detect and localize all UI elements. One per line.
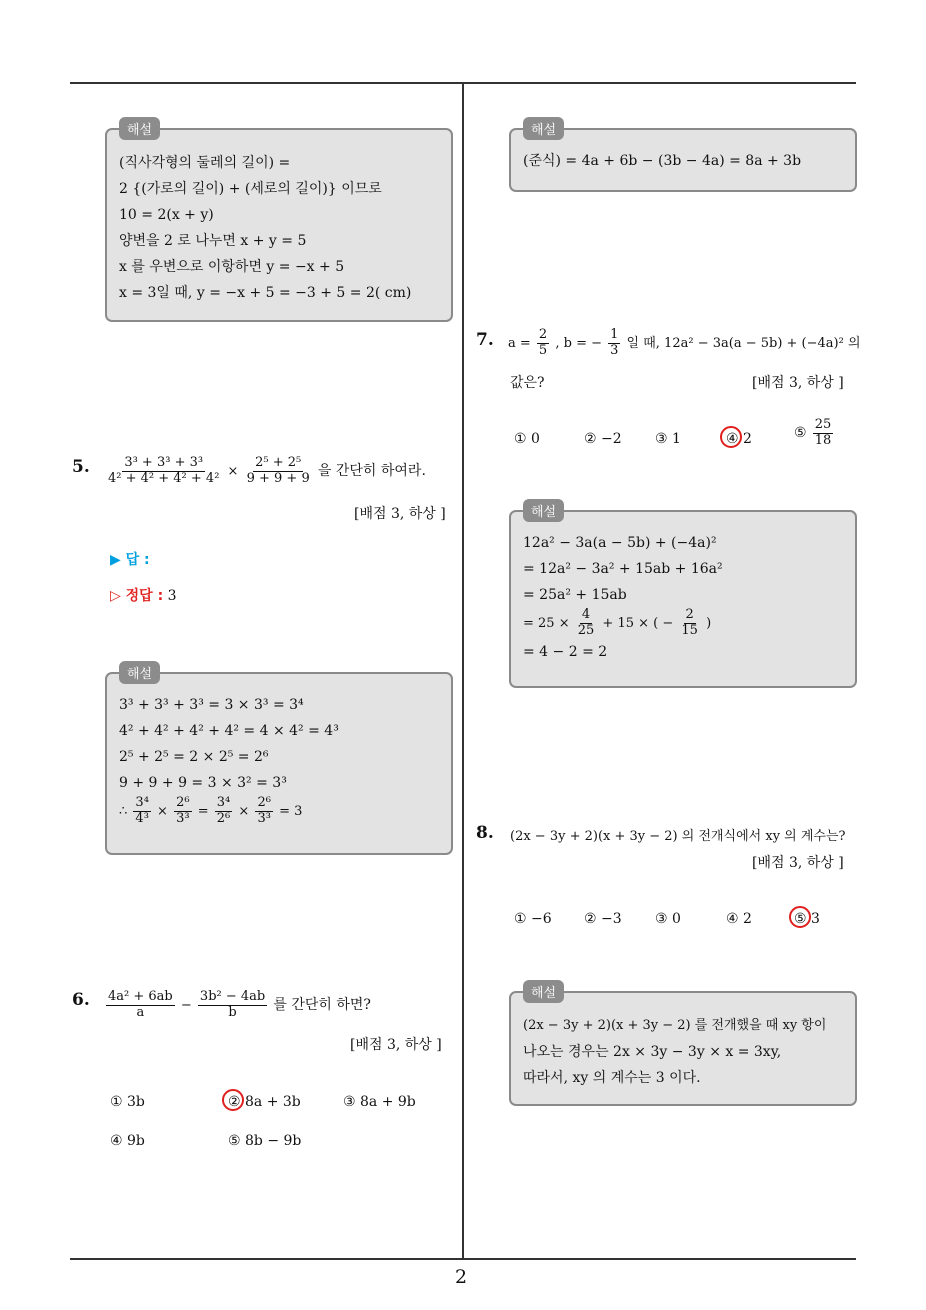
question-number-7: 7. [476, 330, 494, 350]
question-5-body: $\frac{\text{3³ + 3³ + 3³}}{\text{4² + 4² + 4² + 4²}}$ × $\frac{\text{2⁵ + 2⁵}}{9 + 9 + 9}$ 을 간단히 하여라. [108, 455, 426, 486]
solution-line: 4² + 4² + 4² + 4² = 4 × 4² = 4³ [119, 723, 339, 739]
q7-option-5[interactable]: ⑤ $\frac{25}{18}$ [794, 417, 832, 448]
solution-tab: 해설 [523, 117, 564, 140]
selected-answer-circle [789, 906, 811, 928]
solution-tab: 해설 [119, 117, 160, 140]
solution-box-q6 [509, 123, 857, 192]
q8-option-3[interactable]: ③ 0 [655, 911, 681, 927]
column-divider [462, 84, 464, 1260]
solution-line: 따라서, xy 의 계수는 3 이다. [523, 1070, 701, 1086]
selected-answer-circle [720, 426, 742, 448]
q7-option-1[interactable]: ① 0 [514, 431, 540, 447]
solution-line: x = 3일 때, y = −x + 5 = −3 + 5 = 2( cm) [119, 285, 412, 301]
q6-fraction-2: $\frac{\text{3b² − 4ab}}{b}$ [199, 989, 266, 1020]
solution-line: 나오는 경우는 2x × 3y − 3y × x = 3xy, [523, 1044, 782, 1060]
solution-line: 9 + 9 + 9 = 3 × 3² = 3³ [119, 775, 287, 791]
solution-line: (2x − 3y + 2)(x + 3y − 2) 를 전개했을 때 xy 항이 [523, 1018, 827, 1033]
question-number-8: 8. [476, 823, 494, 843]
question-6-score-tag: [배점 3, 하상 ] [350, 1037, 442, 1053]
q7-option-4[interactable]: ④ 2 [726, 431, 752, 447]
selected-answer-circle [222, 1089, 244, 1111]
question-7-line2: 값은? [510, 375, 545, 391]
solution-line-therefore: ∴ $\frac{\text{3⁴}}{\text{4³}}$ × $\frac{\text{2⁶}}{\text{3³}}$ = $\frac{\text{3⁴}}{\text{2⁶}}$ × $\frac{\text{2⁶}}{\text{3³}}$ = 3 [119, 795, 303, 826]
q7-option-2[interactable]: ② −2 [584, 431, 622, 447]
q6-option-3[interactable]: ③ 8a + 9b [343, 1094, 416, 1110]
solution-line: 10 = 2(x + y) [119, 207, 214, 223]
bottom-rule [70, 1258, 856, 1260]
q5-fraction-1: $\frac{\text{3³ + 3³ + 3³}}{\text{4² + 4² + 4² + 4²}}$ [108, 455, 220, 486]
answer-label: ▶ 답 : [110, 552, 150, 568]
solution-line: 양변을 2 로 나누면 x + y = 5 [119, 233, 307, 249]
solution-line: = 4 − 2 = 2 [523, 643, 608, 660]
solution-tab: 해설 [119, 661, 160, 684]
solution-line: 2 {(가로의 길이) + (세로의 길이)} 이므로 [119, 181, 382, 197]
question-number-6: 6. [72, 990, 90, 1010]
question-5-score-tag: [배점 3, 하상 ] [354, 506, 446, 522]
question-number-5: 5. [72, 457, 90, 477]
solution-line: 2⁵ + 2⁵ = 2 × 2⁵ = 2⁶ [119, 749, 269, 765]
question-7-score-tag: [배점 3, 하상 ] [752, 375, 844, 391]
question-6-body: $\frac{\text{4a² + 6ab}}{a}$ − $\frac{\text{3b² − 4ab}}{b}$ 를 간단히 하면? [108, 989, 371, 1020]
solution-box-q8 [509, 986, 857, 1106]
correct-label: ▷ 정답 : [110, 588, 164, 604]
q6-fraction-1: $\frac{\text{4a² + 6ab}}{a}$ [108, 989, 173, 1020]
q6-option-5[interactable]: ⑤ 8b − 9b [228, 1133, 302, 1149]
question-8-text: (2x − 3y + 2)(x + 3y − 2) 의 전개식에서 xy 의 계수는? [510, 829, 846, 844]
solution-line: = 25 × $\frac{4}{25}$ + 15 × ( − $\frac{2}{15}$ ) [523, 607, 712, 638]
q8-option-4[interactable]: ④ 2 [726, 911, 752, 927]
solution-box-q7 [509, 505, 857, 688]
solution-tab: 해설 [523, 499, 564, 522]
q7-option-3[interactable]: ③ 1 [655, 431, 681, 447]
correct-answer [110, 585, 177, 605]
correct-value: 3 [167, 588, 177, 604]
q8-option-5[interactable]: ⑤ 3 [794, 911, 820, 927]
q8-option-2[interactable]: ② −3 [584, 911, 622, 927]
solution-tab: 해설 [523, 980, 564, 1003]
solution-line: (직사각형의 둘레의 길이) = [119, 155, 291, 171]
solution-line: x 를 우변으로 이항하면 y = −x + 5 [119, 259, 345, 275]
solution-box-q4 [105, 123, 453, 322]
solution-box-q5 [105, 667, 453, 855]
question-8-score-tag: [배점 3, 하상 ] [752, 855, 844, 871]
solution-line: = 12a² − 3a² + 15ab + 16a² [523, 561, 723, 577]
page-number: 2 [455, 1266, 468, 1288]
q8-option-1[interactable]: ① −6 [514, 911, 552, 927]
question-7-body: a = $\frac{2}{5}$ , b = − $\frac{1}{3}$ 일 때, 12a² − 3a(a − 5b) + (−4a)² 의 [508, 327, 861, 358]
question-5-text: 을 간단히 하여라. [317, 462, 426, 479]
question-6-text: 를 간단히 하면? [273, 996, 371, 1013]
q6-option-2[interactable]: ② 8a + 3b [228, 1094, 301, 1110]
solution-line: = 25a² + 15ab [523, 587, 627, 603]
q5-fraction-2: $\frac{\text{2⁵ + 2⁵}}{9 + 9 + 9}$ [246, 455, 310, 486]
solution-line: 3³ + 3³ + 3³ = 3 × 3³ = 3⁴ [119, 697, 304, 713]
solution-line: (준식) = 4a + 6b − (3b − 4a) = 8a + 3b [523, 153, 802, 169]
solution-line: 12a² − 3a(a − 5b) + (−4a)² [523, 535, 717, 551]
q6-option-1[interactable]: ① 3b [110, 1094, 145, 1110]
q6-option-4[interactable]: ④ 9b [110, 1133, 145, 1149]
